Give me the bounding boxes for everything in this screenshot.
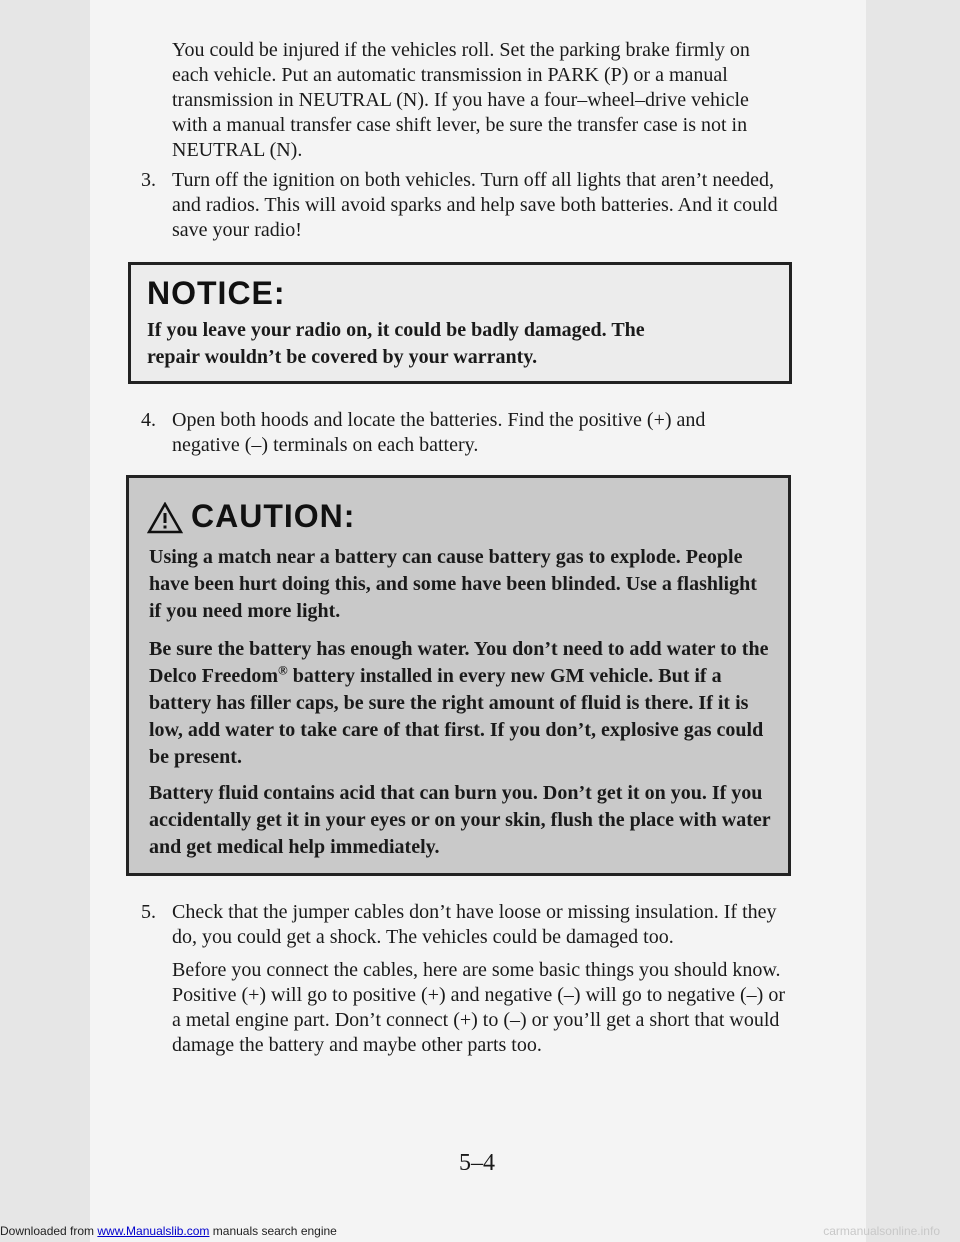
page-number: 5–4	[459, 1150, 495, 1176]
step-number-3: 3.	[141, 169, 156, 191]
footer-suffix: manuals search engine	[209, 1224, 337, 1238]
step-4-text: Open both hoods and locate the batteries. Find the positive (+) and negative (–) terminals on each battery.	[172, 409, 706, 456]
step-number-5: 5.	[141, 901, 156, 923]
caution-p2-end: battery installed in every new GM vehicle. But if a battery has filler caps, be sure the right amount of fluid is there. If it is low, add water to take care of that first. If you don’t, explosive gas could be present.	[149, 665, 764, 768]
caution-heading: CAUTION:	[191, 498, 356, 534]
download-footer	[0, 1224, 337, 1238]
caution-paragraph-2	[149, 636, 774, 771]
caution-box	[126, 475, 791, 876]
closing-paragraph: Before you connect the cables, here are some basic things you should know. Positive (+) will go to positive (+) and negative (–) will go to negative (–) or a metal engine part. Don’t connect (+) to (–) or you’ll get a short that would damage the battery and maybe other parts too.	[172, 959, 785, 1056]
step-3-text: Turn off the ignition on both vehicles. Turn off all lights that aren’t needed, and radios. This will avoid sparks and help save both batteries. And it could save your radio!	[172, 169, 778, 241]
notice-text: If you leave your radio on, it could be badly damaged. The repair wouldn’t be covered by your warranty.	[147, 319, 645, 368]
manualslib-link[interactable]: www.Manualslib.com	[97, 1224, 210, 1238]
watermark: carmanualsonline.info	[823, 1224, 940, 1238]
notice-box	[128, 262, 792, 384]
caution-paragraph-3: Battery fluid contains acid that can burn you. Don’t get it on you. If you accidentally get it in your eyes or on your skin, flush the place with water and get medical help immediately.	[149, 782, 771, 858]
step-number-4: 4.	[141, 409, 156, 431]
warning-triangle-icon	[147, 502, 183, 534]
caution-paragraph-1: Using a match near a battery can cause battery gas to explode. People have been hurt doing this, and some have been blinded. Use a flashlight if you need more light.	[149, 546, 757, 622]
step-5-text: Check that the jumper cables don’t have loose or missing insulation. If they do, you could get a shock. The vehicles could be damaged too.	[172, 901, 777, 948]
footer-prefix: Downloaded from	[0, 1224, 98, 1238]
caution-p2-start: Be sure the battery has enough water. You don’t need to add water to the Delco Freedom	[149, 638, 769, 687]
notice-heading: NOTICE:	[147, 275, 286, 311]
registered-mark: ®	[278, 662, 288, 678]
continued-paragraph: You could be injured if the vehicles roll. Set the parking brake firmly on each vehicle. Put an automatic transmission in PARK (P) or a manual transmission in NEUTRAL (N). If you have a four–wheel–drive vehicle with a manual transfer case shift lever, be sure the transfer case is not in NEUTRAL (N).	[172, 39, 750, 161]
